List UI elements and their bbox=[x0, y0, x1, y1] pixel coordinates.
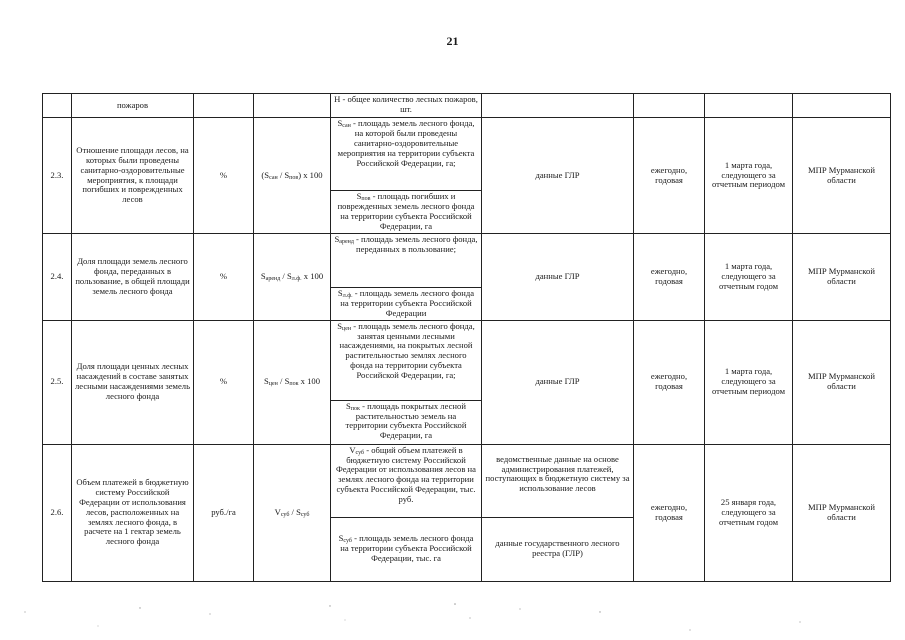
scan-noise-decoration bbox=[0, 600, 905, 640]
formula-cell: $S_{аренд} / S_{л.ф.}$ x 100 bbox=[254, 234, 331, 321]
definition-cell bbox=[331, 517, 482, 581]
definition-subscript: цен bbox=[342, 325, 352, 332]
indicator-name-cell: пожаров bbox=[72, 94, 194, 118]
formula-subscript: л.ф. bbox=[291, 275, 302, 282]
deadline-cell: 1 марта года, следующего за отчетным периодом bbox=[705, 320, 793, 444]
definition-text: - площадь покрытых лесной растительностью земель на территории субъекта Российской Федерации, га bbox=[345, 400, 467, 441]
formula-tail: x 100 bbox=[298, 376, 320, 387]
responsible-cell: МПР Мурманской области bbox=[793, 320, 891, 444]
definition-cell bbox=[331, 288, 482, 321]
formula-subscript: пок bbox=[289, 381, 299, 388]
source-cell: ведомственные данные на основе администрирования платежей, поступающих в бюджетную систему за использование лесов bbox=[482, 444, 634, 517]
unit-cell: % bbox=[194, 234, 254, 321]
indicator-name-cell: Отношение площади лесов, на которых были проведены санитарно-оздоровительные мероприятия, к площади погибших и поврежденных лесов bbox=[72, 118, 194, 234]
definition-symbol: V bbox=[349, 444, 356, 455]
definition-text: - площадь земель лесного фонда, занятая ценными лесными насаждениями, на покрытых лесной растительностью землях лесного фонда на территории субъекта Российской Федерации, га; bbox=[339, 320, 475, 380]
definition-cell bbox=[331, 234, 482, 288]
definition-cell bbox=[331, 191, 482, 234]
responsible-cell: МПР Мурманской области bbox=[793, 444, 891, 581]
indicator-name-cell: Доля площади земель лесного фонда, переданных в пользование, в общей площади земель лесного фонда bbox=[72, 234, 194, 321]
page-number: 21 bbox=[446, 34, 459, 48]
formula-subscript: цен bbox=[268, 381, 278, 388]
frequency-cell: ежегодно, годовая bbox=[634, 234, 705, 321]
table-row bbox=[43, 118, 891, 191]
definition-symbol: S bbox=[346, 400, 351, 411]
formula-subscript: суб bbox=[300, 511, 310, 518]
row-number-cell bbox=[43, 94, 72, 118]
source-cell: данные ГЛР bbox=[482, 234, 634, 321]
formula-symbol: S bbox=[286, 270, 292, 281]
definition-text: - общий объем платежей в бюджетную систему Российской Федерации от использования лесов на землях лесного фонда на территории субъекта Российской Федерации, тыс. руб. bbox=[336, 444, 476, 504]
indicator-name-cell: Доля площади ценных лесных насаждений в составе занятых лесными насаждениями земель лесного фонда bbox=[72, 320, 194, 444]
row-number-cell: 2.3. bbox=[43, 118, 72, 234]
frequency-cell bbox=[634, 94, 705, 118]
definition-cell bbox=[331, 444, 482, 517]
table-row bbox=[43, 444, 891, 517]
definition-symbol: S bbox=[356, 191, 362, 201]
source-cell: данные ГЛР bbox=[482, 320, 634, 444]
definition-subscript: сан bbox=[342, 123, 351, 129]
formula-subscript: аренд bbox=[265, 275, 281, 282]
source-cell: данные ГЛР bbox=[482, 118, 634, 234]
deadline-cell: 25 января года, следующего за отчетным годом bbox=[705, 444, 793, 581]
responsible-cell bbox=[793, 94, 891, 118]
formula-symbol: V bbox=[274, 506, 281, 517]
definition-subscript: суб bbox=[355, 449, 365, 456]
indicator-name-cell: Объем платежей в бюджетную систему Российской Федерации от использования лесов, расположенных на землях лесного фонда, в расчете на 1 гектар земель лесного фонда bbox=[72, 444, 194, 581]
formula-symbol: S bbox=[264, 169, 270, 180]
table-row bbox=[43, 234, 891, 288]
unit-cell bbox=[194, 94, 254, 118]
frequency-cell: ежегодно, годовая bbox=[634, 320, 705, 444]
definition-symbol: S bbox=[337, 118, 343, 128]
definition-subscript: аренд bbox=[339, 239, 354, 245]
definition-subscript: пок bbox=[350, 405, 360, 412]
formula-cell: $V_{суб} / S_{суб}$ bbox=[254, 444, 331, 581]
definition-subscript: л.ф. bbox=[342, 293, 353, 299]
definition-text: - площадь земель лесного фонда на территории субъекта Российской Федерации, тыс. га bbox=[340, 533, 474, 564]
table-row bbox=[43, 320, 891, 400]
definition-symbol: S bbox=[337, 320, 343, 331]
deadline-cell: 1 марта года, следующего за отчетным годом bbox=[705, 234, 793, 321]
unit-cell: руб./га bbox=[194, 444, 254, 581]
formula-tail: x 100 bbox=[301, 270, 324, 281]
formula-symbol: S bbox=[260, 270, 266, 281]
formula-cell bbox=[254, 94, 331, 118]
formula-subscript: суб bbox=[280, 511, 290, 518]
formula-symbol: S bbox=[284, 376, 290, 387]
source-cell bbox=[482, 94, 634, 118]
formula-cell: $S_{цен} / S_{пок}$ x 100 bbox=[254, 320, 331, 444]
definition-text: - площадь земель лесного фонда, на которой были проведены санитарно-оздоровительные мероприятия на территории субъекта Российской Федерации, га; bbox=[337, 118, 475, 168]
definition-symbol: S bbox=[337, 288, 343, 298]
table-row bbox=[43, 94, 891, 118]
formula-cell: $(S_{сан} / S_{пов})$ x 100 bbox=[254, 118, 331, 234]
definition-cell bbox=[331, 320, 482, 400]
deadline-cell: 1 марта года, следующего за отчетным периодом bbox=[705, 118, 793, 234]
indicators-table bbox=[42, 93, 891, 582]
formula-tail: ) x 100 bbox=[298, 169, 323, 180]
definition-symbol: S bbox=[338, 533, 344, 544]
responsible-cell: МПР Мурманской области bbox=[793, 234, 891, 321]
frequency-cell: ежегодно, годовая bbox=[634, 118, 705, 234]
definition-symbol: S bbox=[334, 234, 340, 244]
row-number-cell: 2.5. bbox=[43, 320, 72, 444]
formula-symbol: S bbox=[264, 376, 269, 387]
unit-cell: % bbox=[194, 320, 254, 444]
definition-text: - площадь земель лесного фонда, переданных в пользование; bbox=[353, 234, 478, 254]
definition-cell bbox=[331, 118, 482, 191]
definition-text: - площадь погибших и поврежденных земель лесного фонда на территории субъекта Российской Федерации, га bbox=[337, 191, 475, 231]
definition-cell: Н - общее количество лесных пожаров, шт. bbox=[331, 94, 482, 118]
formula-subscript: пов bbox=[289, 174, 299, 181]
definition-text: - площадь земель лесного фонда на территории субъекта Российской Федерации bbox=[340, 288, 475, 318]
definition-subscript: пов bbox=[361, 196, 371, 202]
formula-symbol: S bbox=[284, 169, 290, 180]
frequency-cell: ежегодно, годовая bbox=[634, 444, 705, 581]
definition-subscript: суб bbox=[343, 538, 352, 545]
formula-subscript: сан bbox=[269, 174, 278, 181]
deadline-cell bbox=[705, 94, 793, 118]
row-number-cell: 2.4. bbox=[43, 234, 72, 321]
unit-cell: % bbox=[194, 118, 254, 234]
source-cell: данные государственного лесного реестра (ГЛР) bbox=[482, 517, 634, 581]
row-number-cell: 2.6. bbox=[43, 444, 72, 581]
formula-symbol: S bbox=[296, 506, 301, 517]
definition-cell bbox=[331, 400, 482, 444]
responsible-cell: МПР Мурманской области bbox=[793, 118, 891, 234]
